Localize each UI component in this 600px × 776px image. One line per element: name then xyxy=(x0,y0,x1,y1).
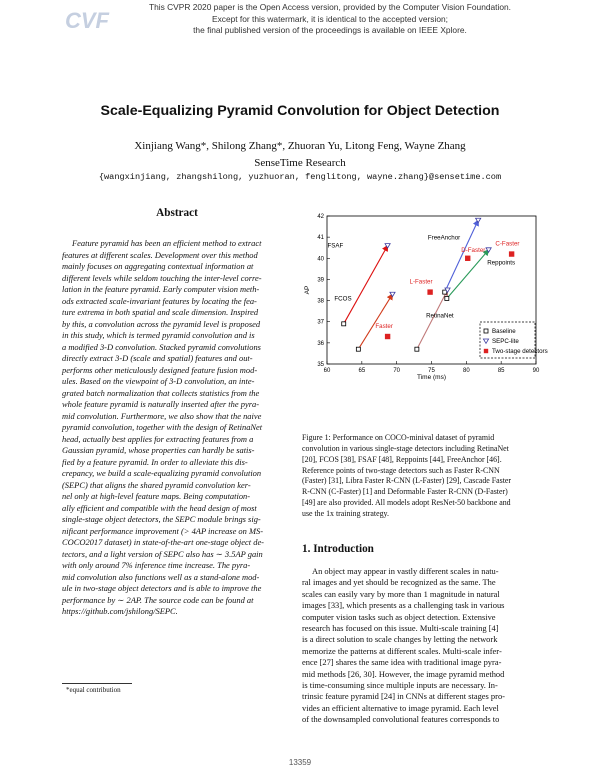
legend-two-stage-icon xyxy=(484,349,488,353)
open-access-notice xyxy=(120,2,540,37)
text-line: mid convolution. Furthermore, we also show that the naive xyxy=(62,410,262,421)
caption-line: use the 1x training strategy. xyxy=(302,508,389,518)
text-line: An object may appear in vastly different scales in natu- xyxy=(312,566,499,576)
paper-emails: {wangxinjiang, zhangshilong, yuzhuoran, fenglitong, wayne.zhang}@sensetime.com xyxy=(98,172,502,182)
x-tick-label: 70 xyxy=(393,368,401,374)
text-line: ence [27] shares the same idea with traditional image pyra- xyxy=(302,657,502,668)
text-line: images [33], which presents as a challenging task in various xyxy=(302,600,505,611)
x-tick-label: 60 xyxy=(323,368,331,374)
text-line: trinsic feature pyramid [24] in CNNs at different stages pro- xyxy=(302,691,505,702)
text-line: nificant performance improvement (> 4AP increase on MS- xyxy=(62,525,264,536)
point-label: FreeAnchor xyxy=(427,234,461,242)
text-line: ods extracted scale-invariant features by locating the fea- xyxy=(62,295,257,306)
text-line: performance by ∼ 2AP. The source code can be found at xyxy=(62,594,254,605)
introduction-body xyxy=(302,566,536,726)
legend-baseline-icon xyxy=(484,329,488,333)
page-number: 13359 xyxy=(288,758,312,767)
text-line: Feature pyramid has been an efficient method to extract xyxy=(72,238,262,248)
text-line: memorize the patterns at different scales. Multi-scale infer- xyxy=(302,645,502,656)
baseline-point xyxy=(445,296,449,300)
caption-line: [20], FCOS [38], FSAF [48], Reppoints [44], FreeAnchor [46]. xyxy=(302,454,502,464)
x-tick-label: 80 xyxy=(462,368,470,374)
y-tick-label: 38 xyxy=(317,298,324,305)
text-line: pyramid convolution, together with the design of RetinaNet xyxy=(62,422,263,432)
improvement-arrow xyxy=(358,294,392,349)
two-stage-point xyxy=(428,290,432,294)
figure-1-chart xyxy=(300,208,548,381)
caption-line: Reference points of two-stage detectors such as Faster R-CNN xyxy=(302,465,500,475)
sepc-lite-point xyxy=(476,218,481,222)
point-label: Reppoints xyxy=(487,259,516,267)
y-tick-label: 41 xyxy=(317,235,324,242)
text-line: ral images and yet should be recognized as the same. The xyxy=(302,577,496,588)
point-label: L-Faster xyxy=(409,278,433,286)
text-line: mid methods [26, 30]. However, the image pyramid method xyxy=(302,668,505,679)
footnote: *equal contribution xyxy=(66,686,121,694)
y-tick-label: 37 xyxy=(317,319,324,326)
legend-label: SEPC-lite xyxy=(492,338,519,345)
y-axis-label: AP xyxy=(304,285,311,295)
caption-line: Figure 1: Performance on COCO-minival dataset of pyramid xyxy=(302,433,495,442)
y-tick-label: 39 xyxy=(317,277,324,284)
y-tick-label: 40 xyxy=(317,256,324,263)
y-tick-label: 42 xyxy=(317,214,324,220)
text-line: https://github.com/jshilong/SEPC. xyxy=(62,606,178,616)
notice-line: Except for this watermark, it is identical to the accepted version; xyxy=(211,13,448,24)
baseline-point xyxy=(415,347,419,351)
text-line: ally efficient and compatible with the head design of most xyxy=(62,502,257,513)
point-label: FSAF xyxy=(327,242,344,250)
cvf-logo-text: CVF xyxy=(65,8,109,33)
text-line: a modified 3-D convolution. Stacked pyramid convolutions xyxy=(62,341,261,352)
notice-line: This CVPR 2020 paper is the Open Access version, provided by the Computer Vision Foundation. xyxy=(148,2,512,12)
text-line: ture extrema in both spatial and scale dimension. Inspired xyxy=(62,307,259,317)
point-label: RetinaNet xyxy=(426,312,454,320)
two-stage-point xyxy=(509,252,513,256)
text-line: performs other meticulously designed feature fusion mod- xyxy=(62,364,258,375)
cvf-logo xyxy=(64,4,110,34)
x-tick-label: 65 xyxy=(358,368,366,374)
text-line: COCO2017 dataset) in state-of-the-art one-stage object de- xyxy=(62,537,264,547)
improvement-arrow xyxy=(417,290,448,349)
paper-affiliation: SenseTime Research xyxy=(254,157,346,169)
sepc-lite-point xyxy=(385,244,390,248)
text-line: whole feature pyramid is naturally inserted after the pyra- xyxy=(62,399,260,409)
y-tick-label: 36 xyxy=(317,340,324,347)
two-stage-point xyxy=(466,256,470,260)
text-line: mid convolution also functions well as a stand-alone mod- xyxy=(62,571,260,582)
text-line: research has focused on this issue. Multi-scale training [4] xyxy=(302,623,499,634)
caption-line: convolution in various single-stage detectors including RetinaNet xyxy=(302,443,509,453)
text-line: different levels while seldom touching the inter-level corre- xyxy=(62,272,262,283)
x-tick-label: 90 xyxy=(532,368,540,374)
x-tick-label: 85 xyxy=(497,368,505,374)
text-line: Gaussian pyramid, whose properties can hardly be satis- xyxy=(62,445,255,455)
text-line: mainly focuses on aggregating contextual information at xyxy=(62,261,254,271)
text-line: ules. Based on the viewpoint of 3-D convolution, an inte- xyxy=(62,376,255,386)
paper-title: Scale-Equalizing Pyramid Convolution for Object Detection xyxy=(100,103,500,119)
text-line: single-stage object detectors, the SEPC module brings sig- xyxy=(62,514,261,524)
sepc-lite-point xyxy=(390,292,395,296)
notice-line: the final published version of the proceedings is available on IEEE Xplore. xyxy=(193,25,467,35)
text-line: vides an efficient alternative to image pyramid. Each level xyxy=(302,702,499,713)
text-line: with only around 7% inference time increase. The pyra- xyxy=(62,560,251,570)
legend-label: Baseline xyxy=(492,328,516,335)
x-axis-label: Time (ms) xyxy=(416,374,447,381)
paper-authors: Xinjiang Wang*, Shilong Zhang*, Zhuoran Yu, Litong Feng, Wayne Zhang xyxy=(134,140,466,152)
point-label: D-Faster xyxy=(461,246,486,254)
y-tick-label: 35 xyxy=(317,362,324,368)
caption-line: [49] are also provided. All models adopt ResNet-50 backbone and xyxy=(302,498,511,508)
x-tick-label: 75 xyxy=(428,368,435,374)
text-line: fied by a feature pyramid. In order to alleviate this dis- xyxy=(62,456,248,467)
text-line: computer vision tasks such as object detection. Extensive xyxy=(302,611,496,622)
text-line: directly extract 3-D (scale and spatial) features and out- xyxy=(62,353,253,363)
baseline-point xyxy=(342,322,346,326)
text-line: in this study, which is termed pyramid convolution and is xyxy=(62,330,255,340)
caption-line: (Faster) [31], Libra Faster R-CNN (L-Faster) [29], Cascade Faster xyxy=(302,476,512,486)
legend-label: Two-stage detectors xyxy=(492,348,548,355)
caption-line: R-CNN (C-Faster) [1] and Deformable Faster R-CNN (D-Faster) xyxy=(302,487,508,497)
text-line: is a direct solution to scale changes by letting the network xyxy=(302,634,498,645)
text-line: scales can easily vary by more than 1 magnitude in natural xyxy=(302,588,500,599)
text-line: grated batch normalization that collects statistics from the xyxy=(62,387,260,398)
point-label: C-Faster xyxy=(495,240,520,248)
point-label: Faster xyxy=(375,323,393,331)
text-line: features at different scales. Development over this method xyxy=(62,249,258,260)
text-line: head, actually best applies for extracting features from a xyxy=(62,433,254,444)
text-line: nel only at high-level feature maps. Being computation- xyxy=(62,491,251,501)
text-line: crepancy, we build a scale-equalizing pyramid convolution xyxy=(62,468,262,478)
baseline-point xyxy=(356,347,360,351)
two-stage-point xyxy=(385,334,389,338)
abstract-heading: Abstract xyxy=(156,207,198,219)
text-line: lation in the feature pyramid. Early computer vision meth- xyxy=(62,284,260,294)
text-line: (SEPC) that aligns the shared pyramid convolution ker- xyxy=(62,479,251,490)
footnote-rule xyxy=(62,683,132,684)
text-line: by this, a convolution across the pyramid level is proposed xyxy=(62,318,261,329)
text-line: ule in two-stage object detectors and is able to improve the xyxy=(62,583,262,593)
text-line: tectors, and a light version of SEPC also has ∼ 3.5AP gain xyxy=(62,548,263,559)
figure-caption xyxy=(302,433,536,520)
section-heading-introduction: 1. Introduction xyxy=(302,543,374,555)
point-label: FCOS xyxy=(334,295,352,303)
text-line: is time-consuming since multiple inputs are necessary. In- xyxy=(302,680,498,691)
abstract-body xyxy=(62,238,292,618)
text-line: of the downsampled convolutional features corresponds to xyxy=(302,714,500,725)
